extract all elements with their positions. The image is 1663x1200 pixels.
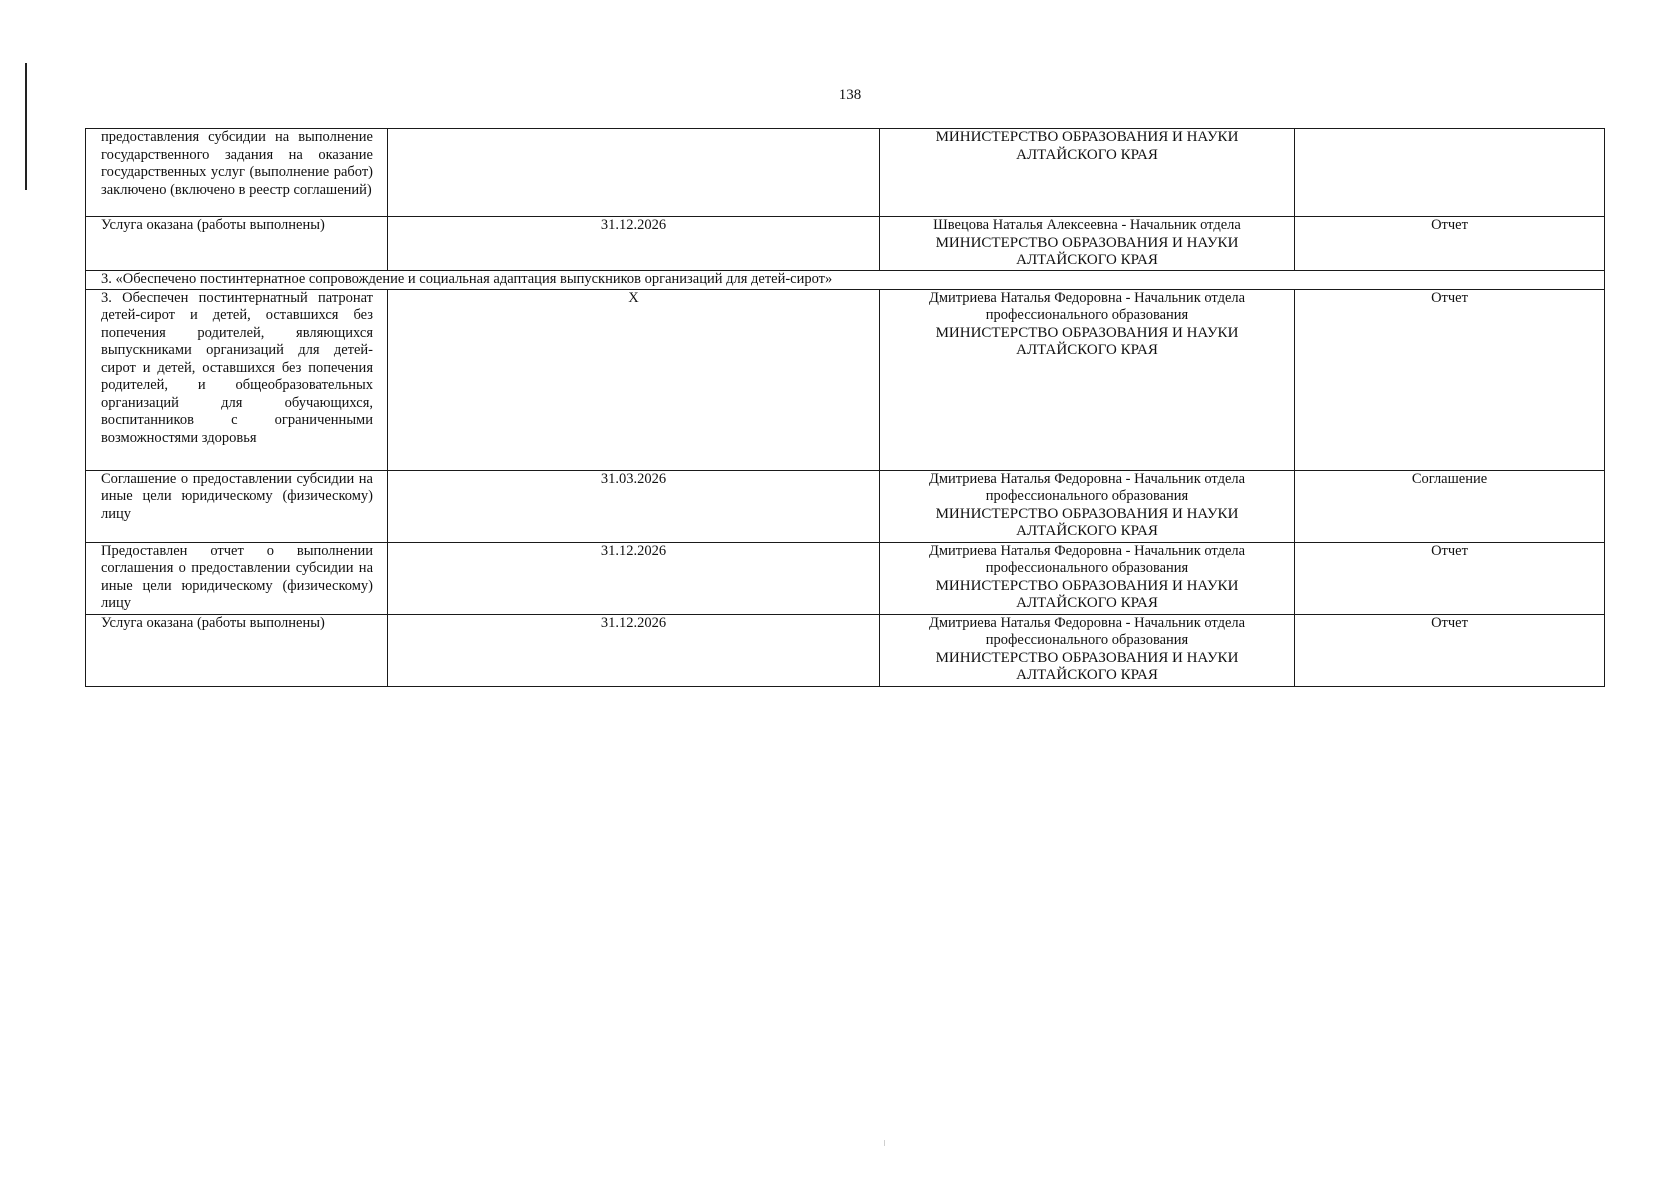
responsible-person: Дмитриева Наталья Федоровна - Начальник отдела: [928, 289, 1246, 306]
table-row: [86, 217, 1605, 271]
responsible-person: Швецова Наталья Алексеевна - Начальник отдела: [933, 217, 1241, 233]
event-description: Услуга оказана (работы выполнены): [86, 614, 388, 686]
responsible-cell: [880, 129, 1295, 217]
responsible-org: МИНИСТЕРСТВО ОБРАЗОВАНИЯ И НАУКИ АЛТАЙСКОГО КРАЯ: [935, 234, 1239, 268]
responsible-org: МИНИСТЕРСТВО ОБРАЗОВАНИЯ И НАУКИ АЛТАЙСКОГО КРАЯ: [935, 505, 1239, 539]
responsible-org: МИНИСТЕРСТВО ОБРАЗОВАНИЯ И НАУКИ АЛТАЙСКОГО КРАЯ: [935, 577, 1239, 611]
responsible-org: МИНИСТЕРСТВО ОБРАЗОВАНИЯ И НАУКИ АЛТАЙСКОГО КРАЯ: [935, 649, 1239, 683]
event-date: Х: [388, 289, 880, 470]
event-date: [388, 129, 880, 217]
document-type: Отчет: [1295, 614, 1605, 686]
responsible-org: МИНИСТЕРСТВО ОБРАЗОВАНИЯ И НАУКИ АЛТАЙСКОГО КРАЯ: [935, 129, 1239, 163]
responsible-cell: [880, 217, 1295, 271]
responsible-unit: профессионального образования: [985, 307, 1189, 323]
event-date: 31.12.2026: [388, 217, 880, 271]
scan-artifact: [884, 1140, 885, 1146]
responsible-org: МИНИСТЕРСТВО ОБРАЗОВАНИЯ И НАУКИ АЛТАЙСКОГО КРАЯ: [935, 324, 1239, 358]
page-number: 138: [838, 87, 862, 103]
event-description: Предоставлен отчет о выполнении соглашения о предоставлении субсидии на иные цели юридическому (физическому) лицу: [86, 542, 388, 614]
document-type: Соглашение: [1295, 470, 1605, 542]
event-description: 3. Обеспечен постинтернатный патронат детей-сирот и детей, оставшихся без попечения родителей, являющихся выпускниками организаций для детей-сирот и детей, оставшихся без попечения родителей, и общеобразовательных организаций для обучающихся, воспитанников с ограниченными возможностями здоровья: [86, 289, 388, 470]
responsible-cell: [880, 289, 1295, 470]
responsible-cell: [880, 470, 1295, 542]
plan-table: [85, 128, 1605, 687]
event-date: 31.03.2026: [388, 470, 880, 542]
table-row: [86, 614, 1605, 686]
responsible-cell: [880, 542, 1295, 614]
margin-rule: [25, 63, 27, 190]
document-type: Отчет: [1295, 289, 1605, 470]
event-description: предоставления субсидии на выполнение государственного задания на оказание государственных услуг (выполнение работ) заключено (включено в реестр соглашений): [86, 129, 388, 217]
responsible-person: Дмитриева Наталья Федоровна - Начальник отдела: [928, 470, 1246, 487]
responsible-unit: профессионального образования: [985, 560, 1189, 576]
responsible-unit: профессионального образования: [985, 632, 1189, 648]
responsible-unit: профессионального образования: [985, 488, 1189, 504]
table-row: [86, 289, 1605, 470]
responsible-person: Дмитриева Наталья Федоровна - Начальник отдела: [928, 542, 1246, 559]
section-row: [86, 271, 1605, 290]
table-row: [86, 470, 1605, 542]
document-type: [1295, 129, 1605, 217]
table-row: [86, 129, 1605, 217]
section-title: 3. «Обеспечено постинтернатное сопровождение и социальная адаптация выпускников организаций для детей-сирот»: [86, 271, 1605, 290]
table-row: [86, 542, 1605, 614]
event-description: Соглашение о предоставлении субсидии на иные цели юридическому (физическому) лицу: [86, 470, 388, 542]
document-type: Отчет: [1295, 217, 1605, 271]
event-description: Услуга оказана (работы выполнены): [86, 217, 388, 271]
document-type: Отчет: [1295, 542, 1605, 614]
event-date: 31.12.2026: [388, 614, 880, 686]
responsible-person: Дмитриева Наталья Федоровна - Начальник отдела: [928, 614, 1246, 631]
responsible-cell: [880, 614, 1295, 686]
event-date: 31.12.2026: [388, 542, 880, 614]
